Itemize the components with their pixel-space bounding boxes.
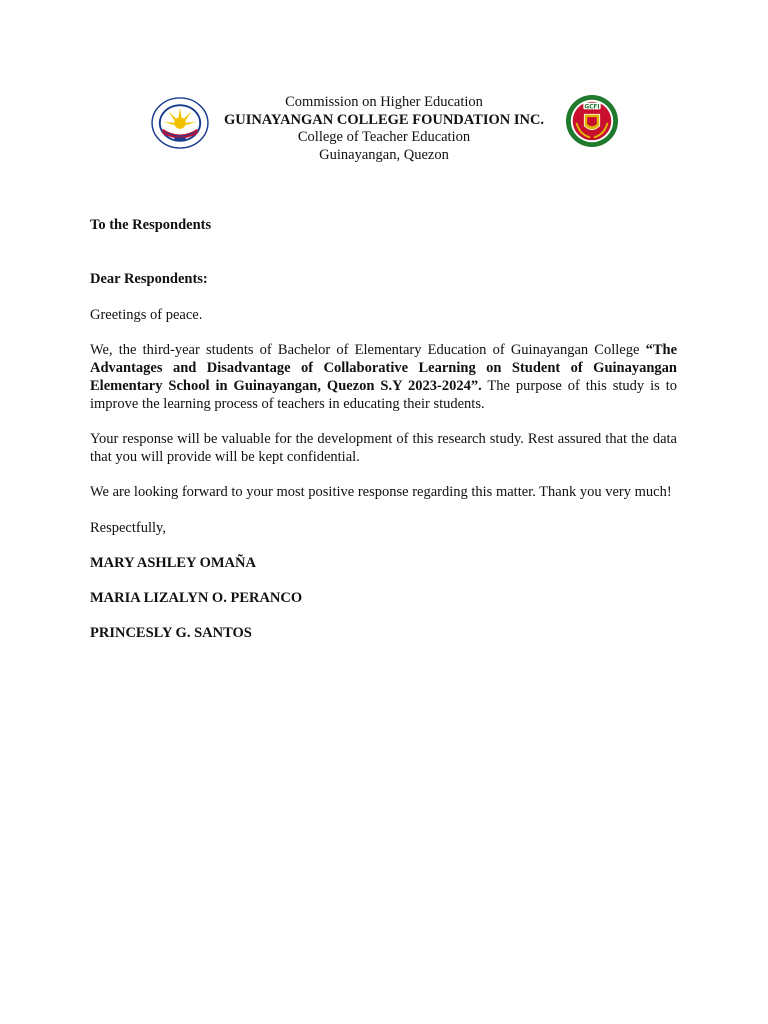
department-name: College of Teacher Education: [297, 129, 471, 146]
greeting: Greetings of peace.: [90, 307, 203, 323]
intro-suffix: The purpose of this study is to improve the learning process of teachers in educating their students.: [90, 378, 677, 412]
letterhead: [0, 93, 768, 167]
intro-prefix: We, the third-year students of Bachelor of Elementary Education of Guinayangan College: [90, 342, 646, 358]
svg-text:GCFI: GCFI: [584, 104, 600, 111]
agency-name: Commission on Higher Education: [285, 94, 483, 110]
signer-name: MARY ASHLEY OMAÑA: [90, 555, 256, 571]
signer-name: PRINCESLY G. SANTOS: [90, 625, 252, 641]
college-name: GUINAYANGAN COLLEGE FOUNDATION INC.: [223, 111, 545, 128]
addressee-line: To the Respondents: [90, 217, 212, 233]
gcfi-seal-icon: [565, 94, 619, 148]
college-location: Guinayangan, Quezon: [319, 146, 449, 163]
thank-you-paragraph: We are looking forward to your most positive response regarding this matter. Thank you very much!: [90, 484, 672, 500]
letter-body: [90, 216, 677, 642]
confidentiality-paragraph: Your response will be valuable for the development of this research study. Rest assured that the data that you will provide will be kept confidential.: [90, 431, 677, 465]
closing: Respectfully,: [90, 520, 166, 536]
salutation: Dear Respondents:: [90, 271, 208, 287]
study-title: “The Advantages and Disadvantage of Collaborative Learning on Student of Guinayangan Elementary School in Guinayangan, Quezon S.Y 2023-2024”.: [90, 342, 677, 394]
letterhead-text: [184, 94, 584, 164]
signer-name: MARIA LIZALYN O. PERANCO: [90, 590, 303, 606]
intro-paragraph: [90, 341, 677, 413]
